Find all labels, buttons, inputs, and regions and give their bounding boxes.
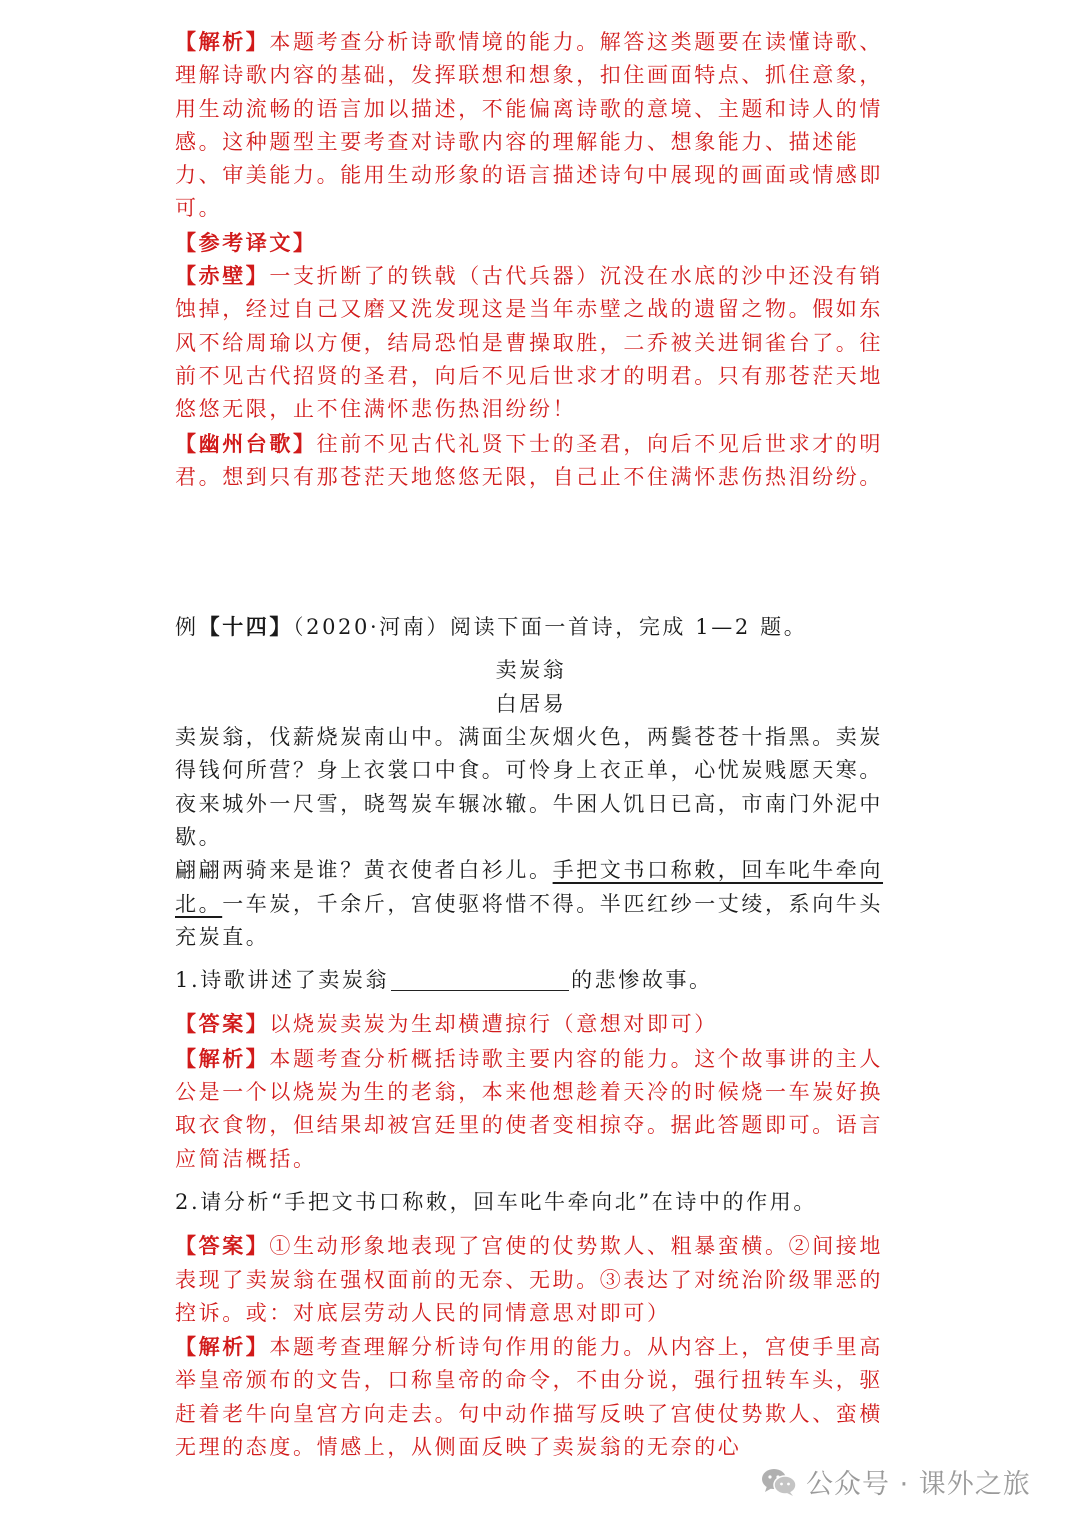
- spacer: [175, 644, 887, 654]
- spacer: [175, 1176, 887, 1186]
- analysis-text: 本题考查分析诗歌情境的能力。解答这类题要在读懂诗歌、理解诗歌内容的基础，发挥联想和想象，扣住画面特点、抓住意象，用生动流畅的语言加以描述，不能偏离诗歌的意境、主题和诗人的情感。这种题型主要考查对诗歌内容的理解能力、想象能力、描述能力、审美能力。能用生动形象的语言描述诗句中展现的画面或情感即可。: [175, 30, 884, 221]
- answer-text: ①生动形象地表现了宫使的仗势欺人、粗暴蛮横。②间接地表现了卖炭翁在强权面前的无奈、无助。③表达了对统治阶级罪恶的控诉。或：对底层劳动人民的同情意思对即可）: [175, 1234, 884, 1325]
- watermark: [760, 1462, 1031, 1501]
- analysis-2: [175, 1330, 887, 1464]
- analysis-tag: 【解析】: [175, 1334, 270, 1360]
- spacer: [175, 997, 887, 1007]
- example-number: 【十四】: [198, 614, 294, 640]
- analysis-1: [175, 1042, 887, 1176]
- translation-text: 往前不见古代礼贤下士的圣君，向后不见后世求才的明君。想到只有那苍茫天地悠悠无限，自己止不住满怀悲伤热泪纷纷。: [175, 431, 884, 489]
- translation-heading: 【参考译文】: [175, 229, 317, 255]
- example-heading: [175, 610, 887, 644]
- translation-tag: 【赤壁】: [175, 263, 270, 289]
- translation-text: 一支折断了的铁戟（古代兵器）沉没在水底的沙中还没有销蚀掉，经过自己又磨又洗发现这是当年赤壁之战的遗留之物。假如东风不给周瑜以方便，结局恐怕是曹操取胜，二乔被关进铜雀台了。往前不见古代招贤的圣君，向后不见后世求才的明君。只有那苍茫天地悠悠无限，止不住满怀悲伤热泪纷纷！: [175, 264, 884, 422]
- question-2: [175, 1186, 887, 1219]
- question-1: [175, 964, 887, 997]
- translation-chibi: [175, 259, 887, 426]
- translation-tag: 【幽州台歌】: [175, 430, 317, 456]
- answer-tag: 【答案】: [175, 1233, 270, 1259]
- poem-author: 白居易: [495, 691, 567, 716]
- analysis-paragraph: [175, 25, 887, 226]
- answer-blank[interactable]: [391, 968, 569, 991]
- example-source: （2020·河南）阅读下面一首诗，完成 1—2 题。: [293, 615, 808, 640]
- watermark-text: 公众号 · 课外之旅: [806, 1469, 1031, 1500]
- poem-text: 一车炭，千余斤，宫使驱将惜不得。半匹红纱一丈绫，系向牛头充炭直。: [175, 891, 884, 949]
- poem-stanza-2: [175, 854, 887, 954]
- analysis-tag: 【解析】: [175, 1045, 270, 1071]
- section-spacer: [175, 494, 887, 610]
- question-number: 2.: [175, 1189, 201, 1214]
- underlined-line: 手把文书口称敕，回车叱牛牵向北。: [175, 858, 884, 916]
- poem-stanza-1: 卖炭翁，伐薪烧炭南山中。满面尘灰烟火色，两鬓苍苍十指黑。卖炭得钱何所营？身上衣裳口中食。可怜身上衣正单，心忧炭贱愿天寒。夜来城外一尺雪，晓驾炭车辗冰辙。牛困人饥日已高，市南门外泥中歇。: [175, 725, 883, 849]
- analysis-tag: 【解析】: [175, 29, 270, 54]
- answer-tag: 【答案】: [175, 1011, 270, 1037]
- example-label: 例: [175, 615, 199, 640]
- document-page: [175, 25, 887, 1464]
- answer-2: [175, 1229, 887, 1330]
- question-text: 诗歌讲述了卖炭翁: [200, 968, 390, 993]
- poem-title: 卖炭翁: [495, 658, 567, 683]
- poem-text: 翩翩两骑来是谁？黄衣使者白衫儿。: [175, 858, 553, 883]
- spacer: [175, 954, 887, 964]
- analysis-text: 本题考查分析概括诗歌主要内容的能力。这个故事讲的主人公是一个以烧炭为生的老翁，本来他想趁着天冷的时候烧一车炭好换取衣食物，但结果却被宫廷里的使者变相掠夺。据此答题即可。语言应简洁概括。: [175, 1046, 884, 1171]
- analysis-text: 本题考查理解分析诗句作用的能力。从内容上，宫使手里高举皇帝颁布的文告，口称皇帝的命令，不由分说，强行扭转车头，驱赶着老牛向皇宫方向走去。句中动作描写反映了宫使仗势欺人、蛮横无理的态度。情感上，从侧面反映了卖炭翁的无奈的心: [175, 1335, 884, 1459]
- wechat-icon: [760, 1467, 798, 1497]
- translation-youzhou: [175, 427, 887, 495]
- answer-text: 以烧炭卖炭为生却横遭掠行（意想对即可）: [269, 1012, 718, 1037]
- question-text: 请分析“手把文书口称敕，回车叱牛牵向北”在诗中的作用。: [200, 1189, 817, 1214]
- question-text: 的悲惨故事。: [571, 968, 713, 993]
- spacer: [175, 1219, 887, 1229]
- answer-1: [175, 1007, 887, 1041]
- question-number: 1.: [175, 968, 201, 993]
